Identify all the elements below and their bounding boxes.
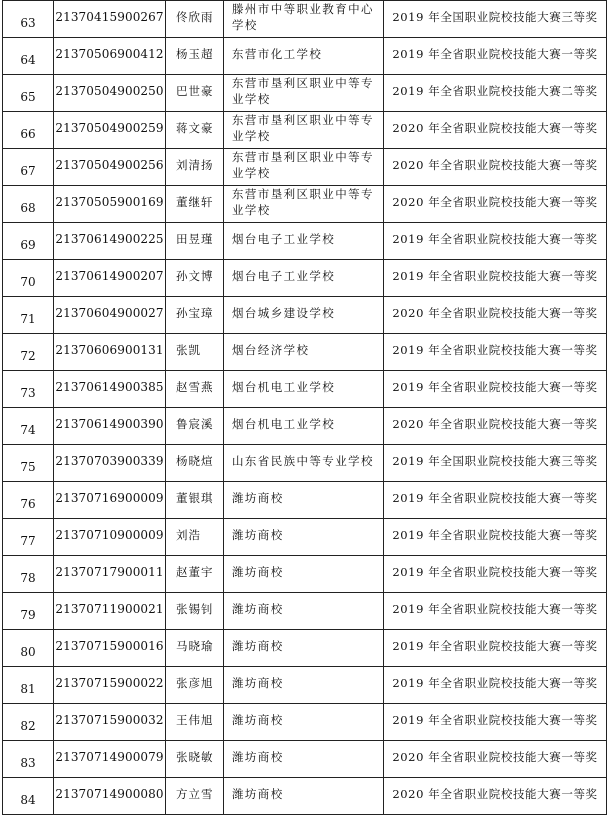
- student-id: 21370717900011: [54, 556, 166, 593]
- student-id: 21370504900259: [54, 112, 166, 149]
- award-level: 2019 年全省职业院校技能大赛一等奖: [384, 371, 607, 408]
- row-number: 69: [3, 223, 54, 260]
- school-name: 潍坊商校: [224, 667, 384, 704]
- award-level: 2020 年全省职业院校技能大赛一等奖: [384, 778, 607, 815]
- student-name: 刘浩: [166, 519, 224, 556]
- student-name: 蒋文豪: [166, 112, 224, 149]
- school-name: 潍坊商校: [224, 778, 384, 815]
- student-name: 鲁宸溪: [166, 408, 224, 445]
- school-name: 滕州市中等职业教育中心学校: [224, 1, 384, 38]
- award-level: 2020 年全省职业院校技能大赛一等奖: [384, 149, 607, 186]
- school-name: 东营市化工学校: [224, 38, 384, 75]
- student-id: 21370415900267: [54, 1, 166, 38]
- award-level: 2019 年全省职业院校技能大赛一等奖: [384, 704, 607, 741]
- school-name: 东营市垦利区职业中等专业学校: [224, 75, 384, 112]
- student-id: 21370505900169: [54, 186, 166, 223]
- student-id: 21370614900207: [54, 260, 166, 297]
- student-id: 21370703900339: [54, 445, 166, 482]
- table-row: [3, 38, 607, 75]
- table-row: [3, 778, 607, 815]
- student-name: 杨玉超: [166, 38, 224, 75]
- student-id: 21370506900412: [54, 38, 166, 75]
- school-name: 潍坊商校: [224, 482, 384, 519]
- award-level: 2020 年全省职业院校技能大赛一等奖: [384, 741, 607, 778]
- row-number: 72: [3, 334, 54, 371]
- school-name: 烟台经济学校: [224, 334, 384, 371]
- student-name: 张锡钊: [166, 593, 224, 630]
- table-row: [3, 519, 607, 556]
- table-row: [3, 371, 607, 408]
- row-number: 75: [3, 445, 54, 482]
- table-row: [3, 593, 607, 630]
- school-name: 东营市垦利区职业中等专业学校: [224, 149, 384, 186]
- row-number: 83: [3, 741, 54, 778]
- school-name: 潍坊商校: [224, 519, 384, 556]
- award-level: 2020 年全省职业院校技能大赛一等奖: [384, 408, 607, 445]
- award-level: 2019 年全省职业院校技能大赛一等奖: [384, 667, 607, 704]
- award-level: 2019 年全省职业院校技能大赛一等奖: [384, 519, 607, 556]
- student-name: 巴世豪: [166, 75, 224, 112]
- table-row: [3, 112, 607, 149]
- school-name: 潍坊商校: [224, 593, 384, 630]
- row-number: 76: [3, 482, 54, 519]
- student-name: 刘清扬: [166, 149, 224, 186]
- award-table: [2, 0, 607, 815]
- student-name: 董银琪: [166, 482, 224, 519]
- table-row: [3, 149, 607, 186]
- student-id: 21370504900250: [54, 75, 166, 112]
- student-id: 21370714900079: [54, 741, 166, 778]
- student-name: 董继轩: [166, 186, 224, 223]
- row-number: 84: [3, 778, 54, 815]
- school-name: 东营市垦利区职业中等专业学校: [224, 186, 384, 223]
- row-number: 80: [3, 630, 54, 667]
- row-number: 73: [3, 371, 54, 408]
- table-row: [3, 482, 607, 519]
- student-name: 马晓瑜: [166, 630, 224, 667]
- school-name: 潍坊商校: [224, 630, 384, 667]
- school-name: 潍坊商校: [224, 704, 384, 741]
- student-id: 21370714900080: [54, 778, 166, 815]
- table-row: [3, 1, 607, 38]
- row-number: 67: [3, 149, 54, 186]
- award-level: 2020 年全省职业院校技能大赛一等奖: [384, 186, 607, 223]
- table-row: [3, 223, 607, 260]
- row-number: 81: [3, 667, 54, 704]
- row-number: 71: [3, 297, 54, 334]
- table-row: [3, 75, 607, 112]
- award-level: 2019 年全省职业院校技能大赛一等奖: [384, 223, 607, 260]
- student-name: 孙文博: [166, 260, 224, 297]
- award-level: 2019 年全省职业院校技能大赛一等奖: [384, 38, 607, 75]
- school-name: 山东省民族中等专业学校: [224, 445, 384, 482]
- row-number: 78: [3, 556, 54, 593]
- student-name: 田昱瑾: [166, 223, 224, 260]
- table-row: [3, 741, 607, 778]
- student-name: 孙宝璋: [166, 297, 224, 334]
- student-id: 21370716900009: [54, 482, 166, 519]
- table-row: [3, 260, 607, 297]
- row-number: 66: [3, 112, 54, 149]
- student-id: 21370614900385: [54, 371, 166, 408]
- student-id: 21370504900256: [54, 149, 166, 186]
- table-row: [3, 334, 607, 371]
- school-name: 东营市垦利区职业中等专业学校: [224, 112, 384, 149]
- student-name: 赵雪燕: [166, 371, 224, 408]
- student-id: 21370614900225: [54, 223, 166, 260]
- row-number: 68: [3, 186, 54, 223]
- row-number: 63: [3, 1, 54, 38]
- student-name: 张凯: [166, 334, 224, 371]
- row-number: 82: [3, 704, 54, 741]
- row-number: 74: [3, 408, 54, 445]
- award-level: 2020 年全省职业院校技能大赛一等奖: [384, 297, 607, 334]
- table-row: [3, 186, 607, 223]
- school-name: 烟台城乡建设学校: [224, 297, 384, 334]
- student-id: 21370710900009: [54, 519, 166, 556]
- table-row: [3, 556, 607, 593]
- student-name: 赵董宇: [166, 556, 224, 593]
- student-id: 21370711900021: [54, 593, 166, 630]
- table-row: [3, 704, 607, 741]
- award-level: 2019 年全省职业院校技能大赛一等奖: [384, 260, 607, 297]
- school-name: 潍坊商校: [224, 556, 384, 593]
- award-level: 2019 年全省职业院校技能大赛一等奖: [384, 482, 607, 519]
- award-list-document: [2, 0, 606, 815]
- row-number: 79: [3, 593, 54, 630]
- school-name: 潍坊商校: [224, 741, 384, 778]
- student-name: 佟欣雨: [166, 1, 224, 38]
- award-table-body: [3, 1, 607, 815]
- school-name: 烟台电子工业学校: [224, 223, 384, 260]
- table-row: [3, 630, 607, 667]
- row-number: 77: [3, 519, 54, 556]
- table-row: [3, 667, 607, 704]
- award-level: 2019 年全国职业院校技能大赛三等奖: [384, 445, 607, 482]
- row-number: 70: [3, 260, 54, 297]
- school-name: 烟台电子工业学校: [224, 260, 384, 297]
- student-id: 21370715900032: [54, 704, 166, 741]
- student-id: 21370606900131: [54, 334, 166, 371]
- student-id: 21370604900027: [54, 297, 166, 334]
- student-name: 张晓敏: [166, 741, 224, 778]
- award-level: 2020 年全省职业院校技能大赛一等奖: [384, 112, 607, 149]
- award-level: 2019 年全省职业院校技能大赛一等奖: [384, 556, 607, 593]
- student-id: 21370614900390: [54, 408, 166, 445]
- student-name: 方立雪: [166, 778, 224, 815]
- award-level: 2019 年全国职业院校技能大赛三等奖: [384, 1, 607, 38]
- student-name: 杨晓煊: [166, 445, 224, 482]
- student-id: 21370715900016: [54, 630, 166, 667]
- student-name: 张彦旭: [166, 667, 224, 704]
- award-level: 2019 年全省职业院校技能大赛一等奖: [384, 630, 607, 667]
- table-row: [3, 297, 607, 334]
- award-level: 2019 年全省职业院校技能大赛一等奖: [384, 593, 607, 630]
- student-id: 21370715900022: [54, 667, 166, 704]
- award-level: 2019 年全省职业院校技能大赛二等奖: [384, 75, 607, 112]
- school-name: 烟台机电工业学校: [224, 408, 384, 445]
- table-row: [3, 408, 607, 445]
- student-name: 王伟旭: [166, 704, 224, 741]
- school-name: 烟台机电工业学校: [224, 371, 384, 408]
- row-number: 64: [3, 38, 54, 75]
- table-row: [3, 445, 607, 482]
- row-number: 65: [3, 75, 54, 112]
- award-level: 2019 年全省职业院校技能大赛一等奖: [384, 334, 607, 371]
